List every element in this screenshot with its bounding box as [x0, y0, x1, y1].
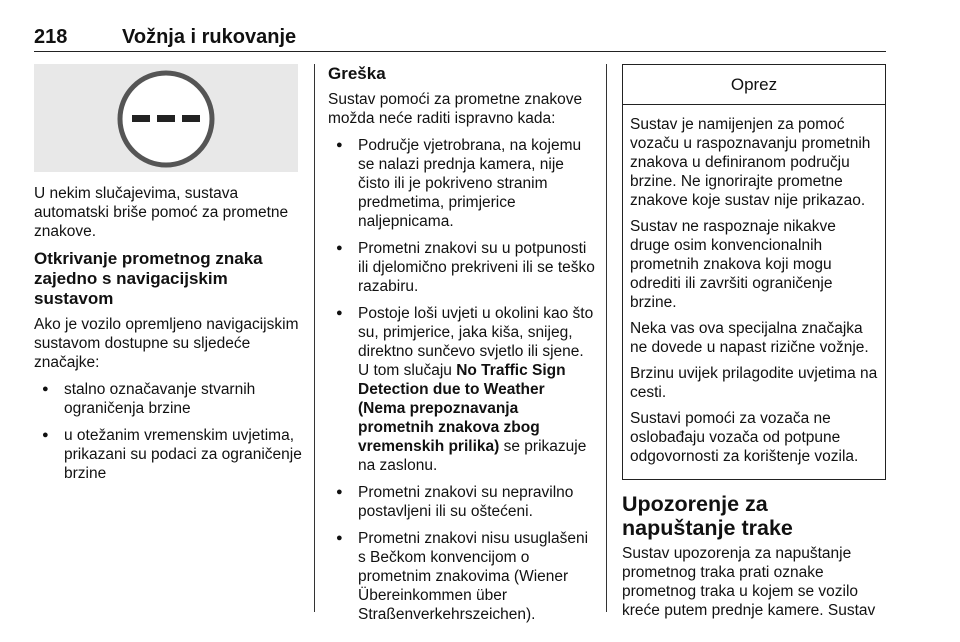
caution-title: Oprez	[623, 65, 885, 105]
list-item: ● Prometni znakovi su nepravilno postavljeni ili su oštećeni.	[328, 483, 596, 521]
chapter-title: Vožnja i rukovanje	[122, 26, 297, 48]
no-speed-limit-sign-icon	[116, 69, 216, 169]
caution-paragraph: Sustav ne raspoznaje nikakve druge osim konvencionalnih prometnih znakova koji mogu odrediti ili završiti ograničenje brzine.	[630, 218, 836, 311]
section-heading: Otkrivanje prometnog znaka zajedno s navigacijskim sustavom	[34, 249, 263, 308]
section-heading: Upozorenje za napuštanje trake	[622, 492, 793, 540]
page-header	[34, 26, 886, 52]
section-heading: Greška	[328, 64, 386, 83]
column-right	[622, 64, 886, 628]
list-item: ● Prometni znakovi nisu usuglašeni s Bečkom konvencijom o prometnim znakovima (Wiener Übereinkommen über Straßenverkehrszeichen).	[328, 529, 596, 624]
caution-box	[622, 64, 886, 480]
fault-list	[328, 136, 596, 624]
intro-paragraph: U nekim slučajevima, sustava automatski briše pomoć za prometne znakove.	[34, 185, 289, 240]
caution-paragraph: Brzinu uvijek prilagodite uvjetima na cesti.	[630, 365, 878, 401]
feature-list	[34, 380, 302, 483]
list-item: ● Prometni znakovi su u potpunosti ili djelomično prekriveni ili se teško razabiru.	[328, 239, 596, 296]
body-paragraph: Sustav upozorenja za napuštanje prometnog traka prati oznake prometnog traka u kojem se vozilo kreće putem prednje kamere. Sustav	[622, 545, 876, 619]
intro-paragraph: Sustav pomoći za prometne znakove možda neće raditi ispravno kada:	[328, 91, 583, 127]
column-divider-right	[606, 64, 607, 612]
display-message: No Traffic Sign Detection due to Weather (Nema prepoznavanja prometnih znakova zbog vremenskih prilika)	[358, 362, 566, 455]
list-item: ● stalno označavanje stvarnih ograničenja brzine	[34, 380, 302, 418]
list-item-text: Postoje loši uvjeti u okolini kao što su, primjerice, jaka kiša, snijeg, direktno sunčevo svjetlo ili sjene. U tom slučaju	[358, 305, 594, 379]
column-left	[34, 64, 302, 491]
list-item: ● Područje vjetrobrana, na kojemu se nalazi prednja kamera, nije čisto ili je pokriveno stranim predmetima, primjerice naljepnicama.	[328, 136, 596, 231]
caution-paragraph: Sustav je namijenjen za pomoć vozaču u raspoznavanju prometnih znakova u definiranom području brzine. Ne ignorirajte prometne znakove koje sustav nije prikazao.	[630, 116, 871, 209]
sign-illustration	[34, 64, 298, 172]
list-item-text: se prikazuje na zaslonu.	[358, 438, 587, 474]
caution-paragraph: Sustavi pomoći za vozača ne oslobađaju vozača od potpune odgovornosti za korištenje vozila.	[630, 410, 859, 465]
column-divider-left	[314, 64, 315, 612]
list-item: ● u otežanim vremenskim uvjetima, prikazani su podaci za ograničenje brzine	[34, 426, 302, 483]
column-middle	[328, 64, 596, 632]
list-item	[328, 304, 596, 475]
caution-paragraph: Neka vas ova specijalna značajka ne dovede u napast rizične vožnje.	[630, 320, 869, 356]
page-number: 218	[34, 26, 68, 48]
caution-body	[623, 105, 885, 479]
body-paragraph: Ako je vozilo opremljeno navigacijskim sustavom dostupne su sljedeće značajke:	[34, 316, 299, 371]
